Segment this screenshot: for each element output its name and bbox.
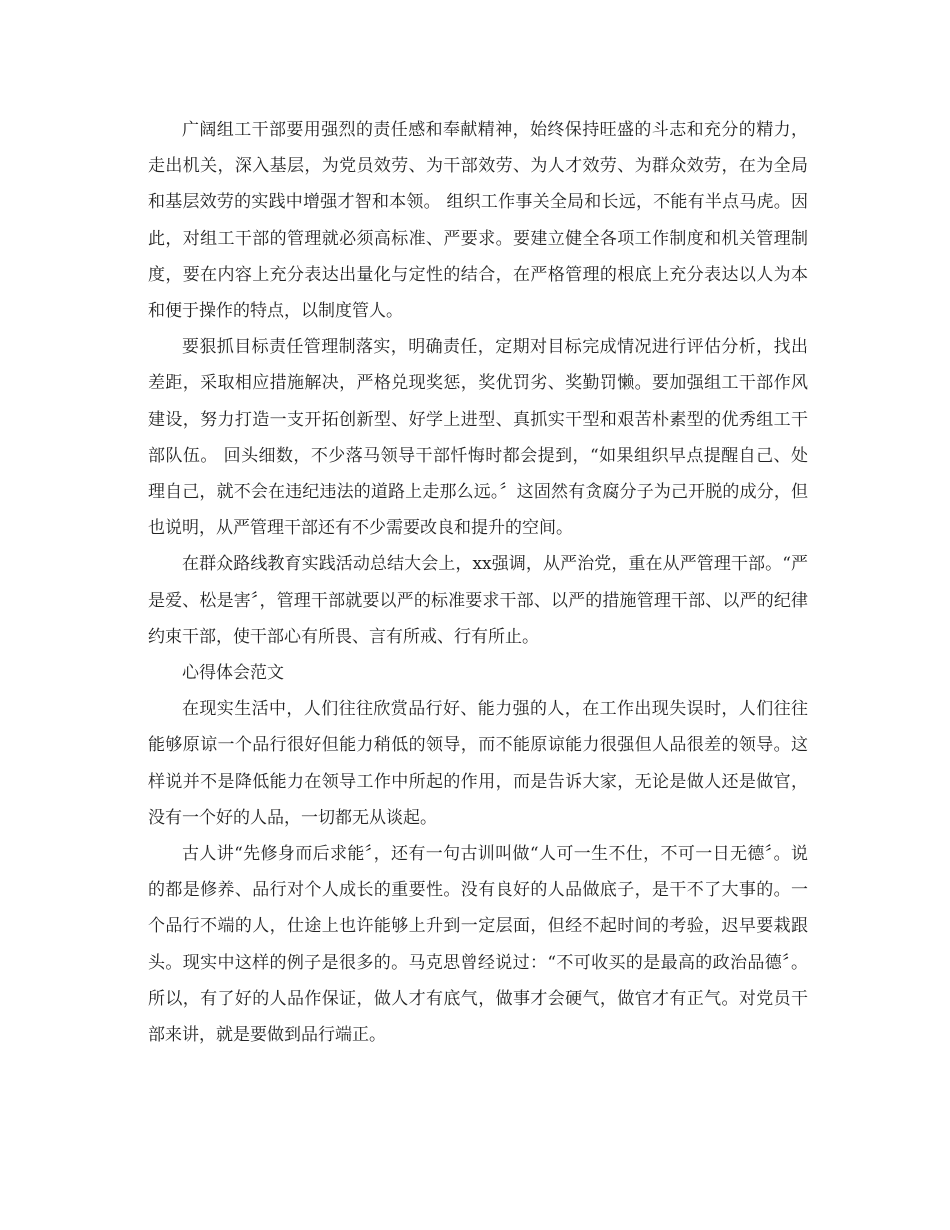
paragraph-1: 广阔组工干部要用强烈的责任感和奉献精神，始终保持旺盛的斗志和充分的精力，走出机关，深入基层，为党员效劳、为干部效劳、为人才效劳、为群众效劳，在为全局和基层效劳的实践中增强才智和本领。 组织工作事关全局和长远，不能有半点马虎。因此，对组工干部的管理就必须高标准、严要求。要建立健全各项工作制度和机关管理制度，要在内容上充分表达出量化与定性的结合，在严格管理的根底上充分表达以人为本和便于操作的特点，以制度管人。 [148,120,808,322]
paragraph-2: 要狠抓目标责任管理制落实，明确责任，定期对目标完成情况进行评估分析，找出差距，采取相应措施解决，严格兑现奖惩，奖优罚劣、奖勤罚懒。要加强组工干部作风建设，努力打造一支开拓创新型、好学上进型、真抓实干型和艰苦朴素型的优秀组工干部队伍。 回头细数，不少落马领导干部忏悔时都会提到，“如果组织早点提醒自己、处理自己，就不会在违纪违法的道路上走那么远。〞这固然有贪腐分子为己开脱的成分，但也说明，从严管理干部还有不少需要改良和提升的空间。 [148,337,808,539]
paragraph-3: 在群众路线教育实践活动总结大会上，xx强调，从严治党，重在从严管理干部。“严是爱、松是害〞，管理干部就要以严的标准要求干部、以严的措施管理干部、以严的纪律约束干部，使干部心有所畏、言有所戒、行有所止。 [148,554,808,647]
paragraph-4: 在现实生活中，人们往往欣赏品行好、能力强的人，在工作出现失误时，人们往往能够原谅一个品行很好但能力稍低的领导，而不能原谅能力很强但人品很差的领导。这样说并不是降低能力在领导工作中所起的作用，而是告诉大家，无论是做人还是做官，没有一个好的人品，一切都无从谈起。 [148,699,808,828]
section-heading: 心得体会范文 [182,663,284,684]
document-body [148,112,808,1053]
paragraph-5: 古人讲“先修身而后求能〞，还有一句古训叫做“人可一生不仕，不可一日无德〞。说的都是修养、品行对个人成长的重要性。没有良好的人品做底子，是干不了大事的。一个品行不端的人，仕途上也许能够上升到一定层面，但经不起时间的考验，迟早要栽跟头。现实中这样的例子是很多的。马克思曾经说过：“不可收买的是最高的政治品德〞。所以，有了好的人品作保证，做人才有底气，做事才会硬气，做官才有正气。对党员干部来讲，就是要做到品行端正。 [148,844,808,1046]
